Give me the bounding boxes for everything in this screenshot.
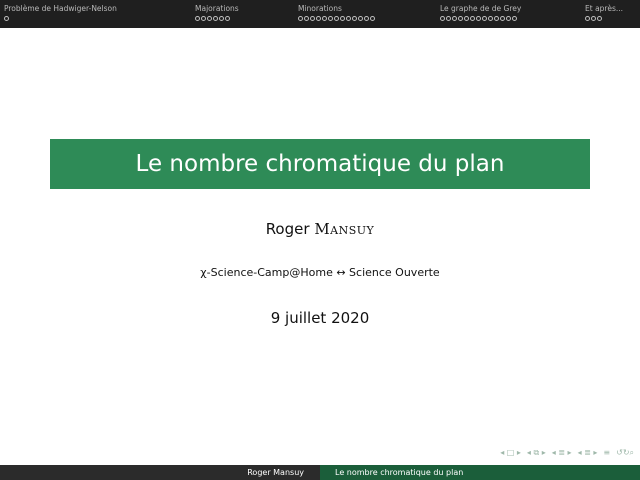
frame-dot[interactable] [446, 16, 451, 21]
footer-bar [0, 465, 640, 480]
beamer-navigation-symbols [500, 447, 634, 459]
frame-dot[interactable] [452, 16, 457, 21]
frame-dot[interactable] [591, 16, 596, 21]
nav-section-et-apres[interactable] [585, 4, 623, 26]
search-back-forward-icon[interactable]: ↺↻⌕ [616, 448, 634, 457]
frame-dot[interactable] [482, 16, 487, 21]
frame-dot[interactable] [195, 16, 200, 21]
frame-dot[interactable] [322, 16, 327, 21]
frame-dot[interactable] [207, 16, 212, 21]
nav-section-label: Et après... [585, 4, 624, 13]
frame-dot[interactable] [213, 16, 218, 21]
frame-dot[interactable] [440, 16, 445, 21]
frame-dot[interactable] [494, 16, 499, 21]
nav-section-label: Problème de Hadwiger-Nelson [4, 4, 117, 13]
frame-dot[interactable] [500, 16, 505, 21]
frame-dot[interactable] [370, 16, 375, 21]
frame-dot[interactable] [585, 16, 590, 21]
nav-dots [440, 16, 521, 21]
frame-nav-icon[interactable]: ◂ ⧉ ▸ [526, 448, 546, 457]
frame-dot[interactable] [298, 16, 303, 21]
author-first-name: Roger [265, 220, 310, 238]
frame-dot[interactable] [225, 16, 230, 21]
nav-dots [195, 16, 239, 21]
nav-section-hadwiger-nelson[interactable] [4, 4, 117, 26]
nav-section-label: Minorations [298, 4, 342, 13]
frame-dot[interactable] [364, 16, 369, 21]
section-navigation-bar [0, 0, 640, 28]
frame-dot[interactable] [352, 16, 357, 21]
title-banner [50, 139, 590, 189]
nav-section-graphe-de-grey[interactable] [440, 4, 521, 26]
frame-dot[interactable] [304, 16, 309, 21]
nav-section-label: Le graphe de de Grey [440, 4, 522, 13]
nav-dots [585, 16, 623, 21]
frame-dot[interactable] [219, 16, 224, 21]
author-line [0, 220, 640, 238]
footer-title: Le nombre chromatique du plan [320, 465, 640, 480]
frame-dot[interactable] [506, 16, 511, 21]
frame-dot[interactable] [512, 16, 517, 21]
frame-dot[interactable] [470, 16, 475, 21]
frame-dot[interactable] [201, 16, 206, 21]
slide-nav-icon[interactable]: ◂ □ ▸ [500, 448, 521, 457]
frame-dot[interactable] [597, 16, 602, 21]
frame-dot[interactable] [464, 16, 469, 21]
frame-dot[interactable] [328, 16, 333, 21]
page-title: Le nombre chromatique du plan [135, 151, 505, 177]
frame-dot[interactable] [476, 16, 481, 21]
author-last-name: Mansuy [314, 220, 375, 238]
nav-dots [298, 16, 375, 21]
frame-dot[interactable] [346, 16, 351, 21]
frame-dot[interactable] [458, 16, 463, 21]
nav-section-minorations[interactable] [298, 4, 375, 26]
frame-dot[interactable] [358, 16, 363, 21]
frame-dot[interactable] [316, 16, 321, 21]
frame-dot[interactable] [340, 16, 345, 21]
frame-dot[interactable] [310, 16, 315, 21]
frame-dot[interactable] [334, 16, 339, 21]
nav-section-label: Majorations [195, 4, 239, 13]
section-nav-icon[interactable]: ◂ ≣ ▸ [577, 448, 598, 457]
subsection-nav-icon[interactable]: ◂ ≣ ▸ [551, 448, 572, 457]
align-icon[interactable]: ≡ [603, 448, 611, 457]
footer-author: Roger Mansuy [0, 465, 320, 480]
nav-section-majorations[interactable] [195, 4, 239, 26]
frame-dot[interactable] [488, 16, 493, 21]
institute: χ-Science-Camp@Home ↔ Science Ouverte [200, 266, 440, 279]
nav-dots [4, 16, 117, 21]
date: 9 juillet 2020 [270, 309, 370, 327]
frame-dot[interactable] [4, 16, 9, 21]
